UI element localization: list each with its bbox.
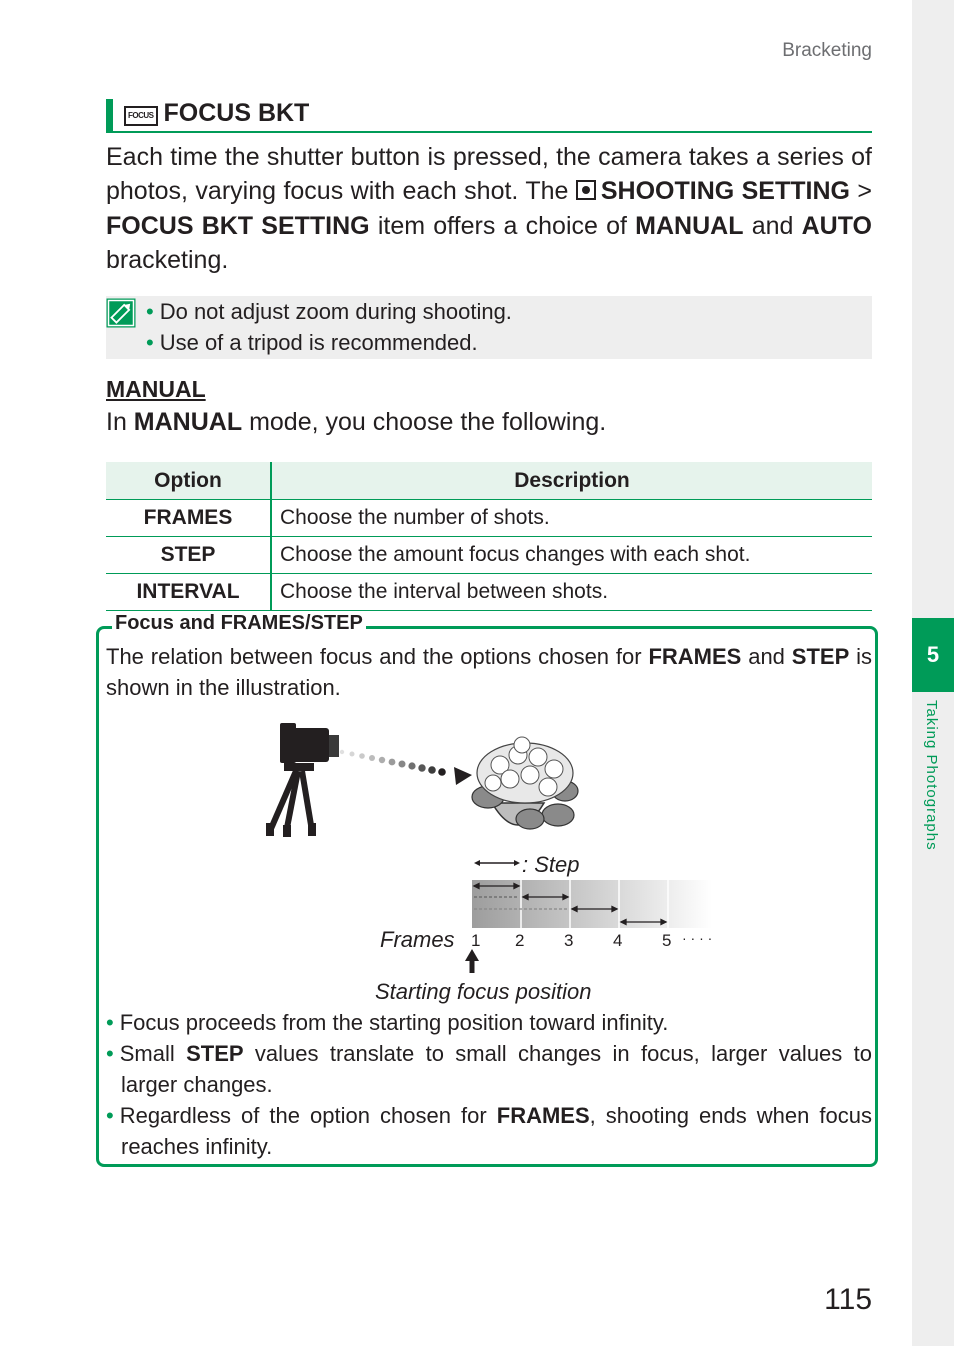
note-text: Do not adjust zoom during shooting. <box>159 299 512 324</box>
callout-title: Focus and FRAMES/STEP <box>112 612 366 635</box>
menu-shooting-setting: SHOOTING SETTING <box>600 177 850 206</box>
bullet-icon: • <box>106 1010 114 1035</box>
section-marker <box>106 99 113 133</box>
focus-band <box>472 880 712 928</box>
intro-paragraph <box>106 140 872 277</box>
note-icon <box>106 298 136 328</box>
frame-number: 5 <box>662 931 672 950</box>
frame-number: 4 <box>613 931 623 950</box>
frame-number: 2 <box>515 931 525 950</box>
option-frames: FRAMES <box>496 1103 590 1128</box>
option-cell: FRAMES <box>106 500 271 537</box>
camera-icon <box>576 180 596 200</box>
list-item <box>106 1007 872 1038</box>
option-manual: MANUAL <box>635 211 744 240</box>
focus-illustration <box>260 715 730 1015</box>
bullet-icon: • <box>146 299 154 324</box>
page-number: 115 <box>824 1283 872 1316</box>
description-cell: Choose the number of shots. <box>271 500 872 537</box>
manual-text: In <box>106 408 134 436</box>
frame-number: 3 <box>564 931 574 950</box>
step-legend <box>474 852 579 877</box>
tripod-camera-icon <box>266 723 339 837</box>
intro-text: > <box>849 177 872 206</box>
manual-text: mode, you choose the following. <box>242 408 607 436</box>
column-header-description: Description <box>271 462 872 500</box>
flower-pot-icon <box>472 737 578 829</box>
chapter-name: Taking Photographs <box>923 700 940 851</box>
option-auto: AUTO <box>801 211 872 240</box>
table-row <box>106 537 872 574</box>
column-header-option: Option <box>106 462 271 500</box>
table-row <box>106 500 872 537</box>
option-step: STEP <box>791 644 850 669</box>
callout-text: The relation between focus and the options chosen for <box>106 644 649 669</box>
list-text: Focus proceeds from the starting position toward infinity. <box>119 1010 669 1035</box>
callout-text: is shown in the illustration. <box>106 644 873 700</box>
frames-label: Frames <box>380 927 455 952</box>
step-label: : Step <box>522 852 580 877</box>
chapter-tab: 5 <box>912 618 954 692</box>
list-text: values translate to small changes in focus, larger values to larger changes. <box>121 1041 872 1097</box>
options-table <box>106 462 872 611</box>
description-cell: Choose the amount focus changes with each shot. <box>271 537 872 574</box>
bullet-icon: • <box>146 330 154 355</box>
note-list <box>146 296 512 358</box>
note-item <box>146 296 512 327</box>
focus-path-dots <box>340 750 472 785</box>
manual-mode-name: MANUAL <box>133 408 243 436</box>
section-title-text: FOCUS BKT <box>163 99 310 127</box>
option-cell: INTERVAL <box>106 574 271 611</box>
focus-bkt-icon: FOCUS <box>124 106 158 126</box>
list-text: Small <box>119 1041 187 1066</box>
callout-text: and <box>741 644 792 669</box>
option-frames: FRAMES <box>648 644 742 669</box>
list-text: Regardless of the option chosen for <box>119 1103 497 1128</box>
intro-text: item offers a choice of <box>369 211 636 240</box>
bullet-icon: • <box>106 1103 114 1128</box>
table-row <box>106 574 872 611</box>
callout-list <box>106 1007 872 1162</box>
manual-intro <box>106 408 606 437</box>
table-header-row <box>106 462 872 500</box>
note-text: Use of a tripod is recommended. <box>159 330 478 355</box>
section-rule <box>106 131 872 133</box>
section-title <box>124 99 309 128</box>
intro-text: bracketing. <box>106 245 229 274</box>
ellipsis: · · · · <box>682 930 713 946</box>
running-head: Bracketing <box>782 40 872 61</box>
list-item <box>106 1100 872 1162</box>
description-cell: Choose the interval between shots. <box>271 574 872 611</box>
intro-text: and <box>743 211 802 240</box>
list-item <box>106 1038 872 1100</box>
bullet-icon: • <box>106 1041 114 1066</box>
list-text: , shooting ends when focus reaches infinity. <box>121 1103 872 1159</box>
option-cell: STEP <box>106 537 271 574</box>
callout-paragraph <box>106 641 872 703</box>
intro-text: Each time the shutter button is pressed, the camera takes a series of photos, varying focus with each shot. The <box>106 143 872 206</box>
manual-heading: MANUAL <box>106 376 206 402</box>
frame-number: 1 <box>471 931 481 950</box>
option-step: STEP <box>186 1041 244 1066</box>
start-arrow-icon <box>465 949 479 973</box>
note-item <box>146 327 512 358</box>
start-position-label: Starting focus position <box>375 979 592 1004</box>
menu-focus-bkt-setting: FOCUS BKT SETTING <box>106 211 370 240</box>
